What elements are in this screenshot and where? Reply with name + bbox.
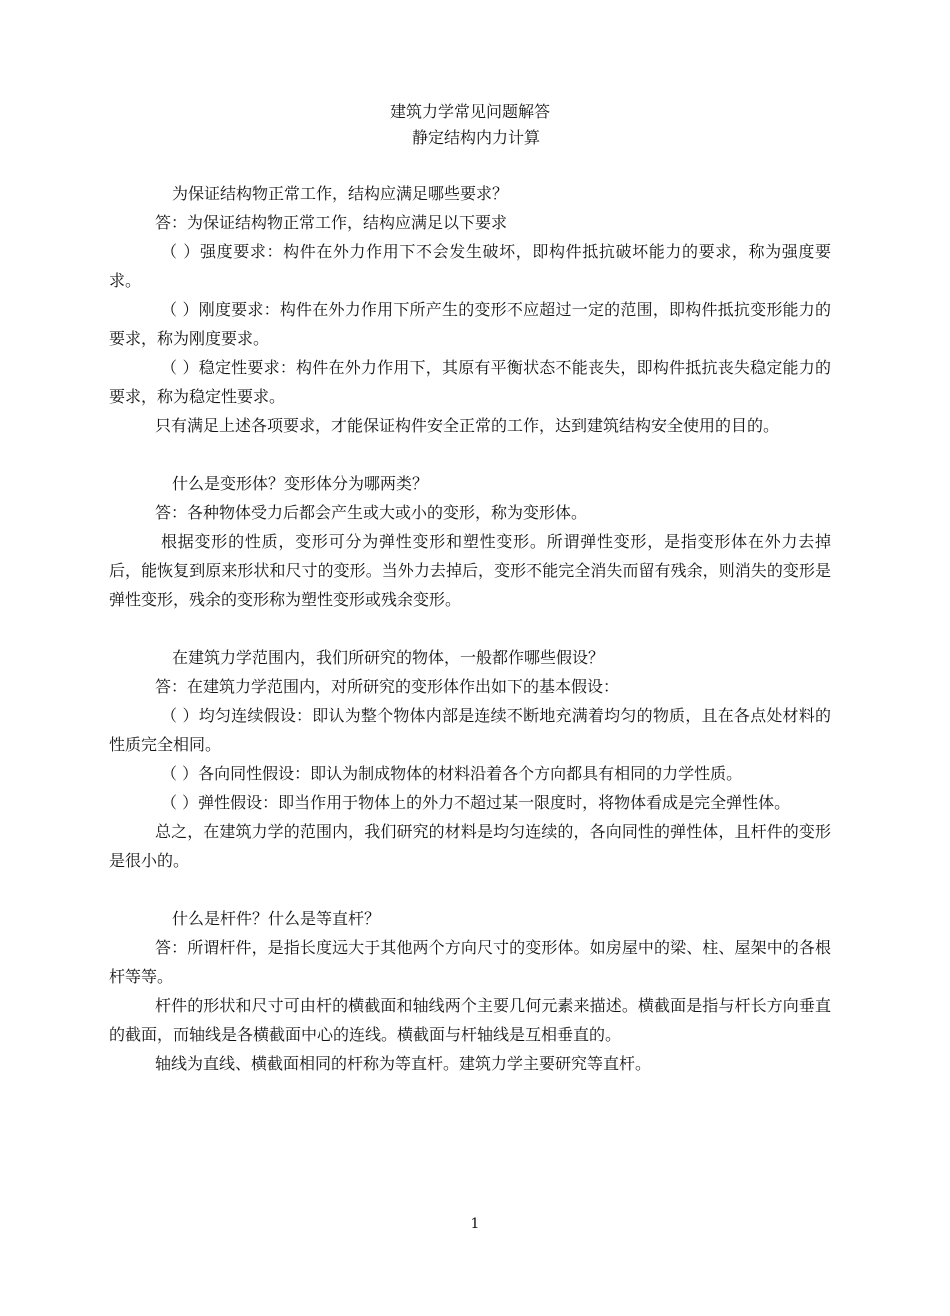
answer-paragraph: 答：在建筑力学范围内，对所研究的变形体作出如下的基本假设： — [155, 677, 620, 696]
spacer — [109, 151, 831, 179]
qa-section — [109, 904, 831, 1078]
section-gap — [109, 875, 831, 904]
list-item-paragraph: （ ）各向同性假设：即认为制成物体的材料沿着各个方向都具有相同的力学性质。 — [161, 764, 743, 783]
question-heading: 为保证结构物正常工作，结构应满足哪些要求？ — [172, 184, 509, 203]
qa-section — [109, 643, 831, 875]
question-heading: 什么是变形体？变形体分为哪两类？ — [172, 474, 429, 493]
section-gap — [109, 614, 831, 643]
section-gap — [109, 440, 831, 469]
answer-paragraph: 答：所谓杆件，是指长度远大于其他两个方向尺寸的变形体。如房屋中的梁、柱、屋架中的各根杆等等。 — [109, 938, 831, 986]
question-heading: 在建筑力学范围内，我们所研究的物体，一般都作哪些假设？ — [172, 648, 605, 667]
sections-container — [109, 179, 831, 1078]
list-item-paragraph: 根据变形的性质，变形可分为弹性变形和塑性变形。所谓弹性变形，是指变形体在外力去掉后，能恢复到原来形状和尺寸的变形。当外力去掉后，变形不能完全消失而留有残余，则消失的变形是弹性变形，残余的变形称为塑性变形或残余变形。 — [109, 532, 831, 609]
list-item-paragraph: （ ）强度要求：构件在外力作用下不会发生破坏，即构件抵抗破坏能力的要求，称为强度要求。 — [109, 242, 831, 290]
page-number: 1 — [470, 1216, 480, 1232]
answer-paragraph: 答：为保证结构物正常工作，结构应满足以下要求 — [155, 213, 508, 232]
list-item-paragraph: （ ）稳定性要求：构件在外力作用下，其原有平衡状态不能丧失，即构件抵抗丧失稳定能力的要求，称为稳定性要求。 — [109, 358, 831, 406]
qa-section — [109, 179, 831, 440]
answer-paragraph: 杆件的形状和尺寸可由杆的横截面和轴线两个主要几何元素来描述。横截面是指与杆长方向垂直的截面，而轴线是各横截面中心的连线。横截面与杆轴线是互相垂直的。 — [109, 996, 831, 1044]
document-subtitle: 静定结构内力计算 — [411, 128, 540, 147]
list-item-paragraph: （ ）弹性假设：即当作用于物体上的外力不超过某一限度时，将物体看成是完全弹性体。 — [161, 793, 791, 812]
answer-paragraph: 只有满足上述各项要求，才能保证构件安全正常的工作，达到建筑结构安全使用的目的。 — [155, 416, 780, 435]
page-content — [109, 99, 831, 1078]
list-item-paragraph: （ ）刚度要求：构件在外力作用下所产生的变形不应超过一定的范围，即构件抵抗变形能力的要求，称为刚度要求。 — [109, 300, 831, 348]
answer-paragraph: 总之，在建筑力学的范围内，我们研究的材料是均匀连续的，各向同性的弹性体，且杆件的变形是很小的。 — [109, 822, 831, 870]
list-item-paragraph: （ ）均匀连续假设：即认为整个物体内部是连续不断地充满着均匀的物质，且在各点处材料的性质完全相同。 — [109, 706, 831, 754]
qa-section — [109, 469, 831, 614]
answer-paragraph: 轴线为直线、横截面相同的杆称为等直杆。建筑力学主要研究等直杆。 — [155, 1054, 652, 1073]
question-heading: 什么是杆件？什么是等直杆？ — [172, 909, 381, 928]
document-title: 建筑力学常见问题解答 — [389, 102, 550, 121]
answer-paragraph: 答：各种物体受力后都会产生或大或小的变形，称为变形体。 — [155, 503, 588, 522]
